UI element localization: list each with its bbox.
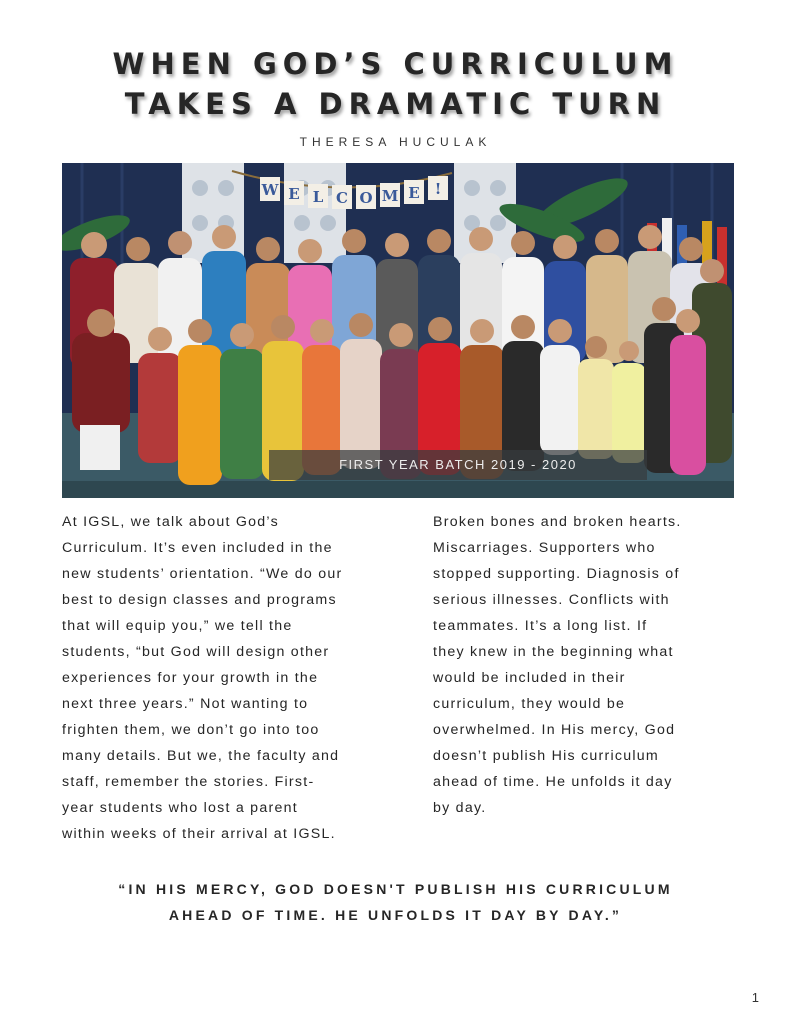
banner-letter: E <box>288 185 300 203</box>
body-line: they knew in the beginning what <box>433 644 674 660</box>
body-line: best to design classes and programs <box>62 592 337 608</box>
body-line: experiences for your growth in the <box>62 670 319 686</box>
body-line: next three years.” Not wanting to <box>62 696 309 712</box>
body-column-left <box>62 509 402 847</box>
body-line: At IGSL, we talk about God’s <box>62 514 279 530</box>
group-photo <box>62 163 734 498</box>
body-line: staff, remember the stories. First- <box>62 774 315 790</box>
body-line: Curriculum. It’s even included in the <box>62 540 333 556</box>
body-line: Broken bones and broken hearts. <box>433 514 682 530</box>
body-line: ahead of time. He unfolds it day <box>433 774 673 790</box>
pull-quote <box>0 876 791 928</box>
body-line: would be included in their <box>433 670 626 686</box>
body-line: within weeks of their arrival at IGSL. <box>62 826 336 842</box>
article-title <box>0 44 791 124</box>
body-line: overwhelmed. In His mercy, God <box>433 722 676 738</box>
body-line: that will equip you,” we tell the <box>62 618 293 634</box>
author-byline: THERESA HUCULAK <box>299 135 492 149</box>
body-line: year students who lost a parent <box>62 800 298 816</box>
body-line: students, “but God will design other <box>62 644 330 660</box>
body-line: Miscarriages. Supporters who <box>433 540 656 556</box>
body-line: frighten them, we don’t go into too <box>62 722 320 738</box>
photo-caption: FIRST YEAR BATCH 2019 - 2020 <box>269 450 647 480</box>
banner-letter: W <box>261 181 279 199</box>
body-line: serious illnesses. Conflicts with <box>433 592 670 608</box>
body-line: new students’ orientation. “We do our <box>62 566 343 582</box>
body-line: by day. <box>433 800 487 816</box>
title-line: TAKES A DRAMATIC TURN <box>124 87 667 121</box>
banner-letter: ! <box>434 180 442 198</box>
pull-quote-line: “IN HIS MERCY, GOD DOESN'T PUBLISH HIS CURRICULUM <box>118 881 673 897</box>
banner-letter: M <box>381 187 399 205</box>
page-number: 1 <box>751 990 759 1005</box>
banner-letter: C <box>336 189 348 207</box>
body-line: stopped supporting. Diagnosis of <box>433 566 680 582</box>
body-line: curriculum, they would be <box>433 696 626 712</box>
banner-letter: O <box>359 189 373 207</box>
title-line: WHEN GOD’S CURRICULUM <box>112 47 679 81</box>
banner-letter: L <box>312 188 324 206</box>
banner-letter: E <box>408 184 420 202</box>
pull-quote-line: AHEAD OF TIME. HE UNFOLDS IT DAY BY DAY.” <box>168 907 623 923</box>
body-line: many details. But we, the faculty and <box>62 748 340 764</box>
body-line: doesn’t publish His curriculum <box>433 748 659 764</box>
body-column-right <box>433 509 773 821</box>
body-line: teammates. It’s a long list. If <box>433 618 648 634</box>
